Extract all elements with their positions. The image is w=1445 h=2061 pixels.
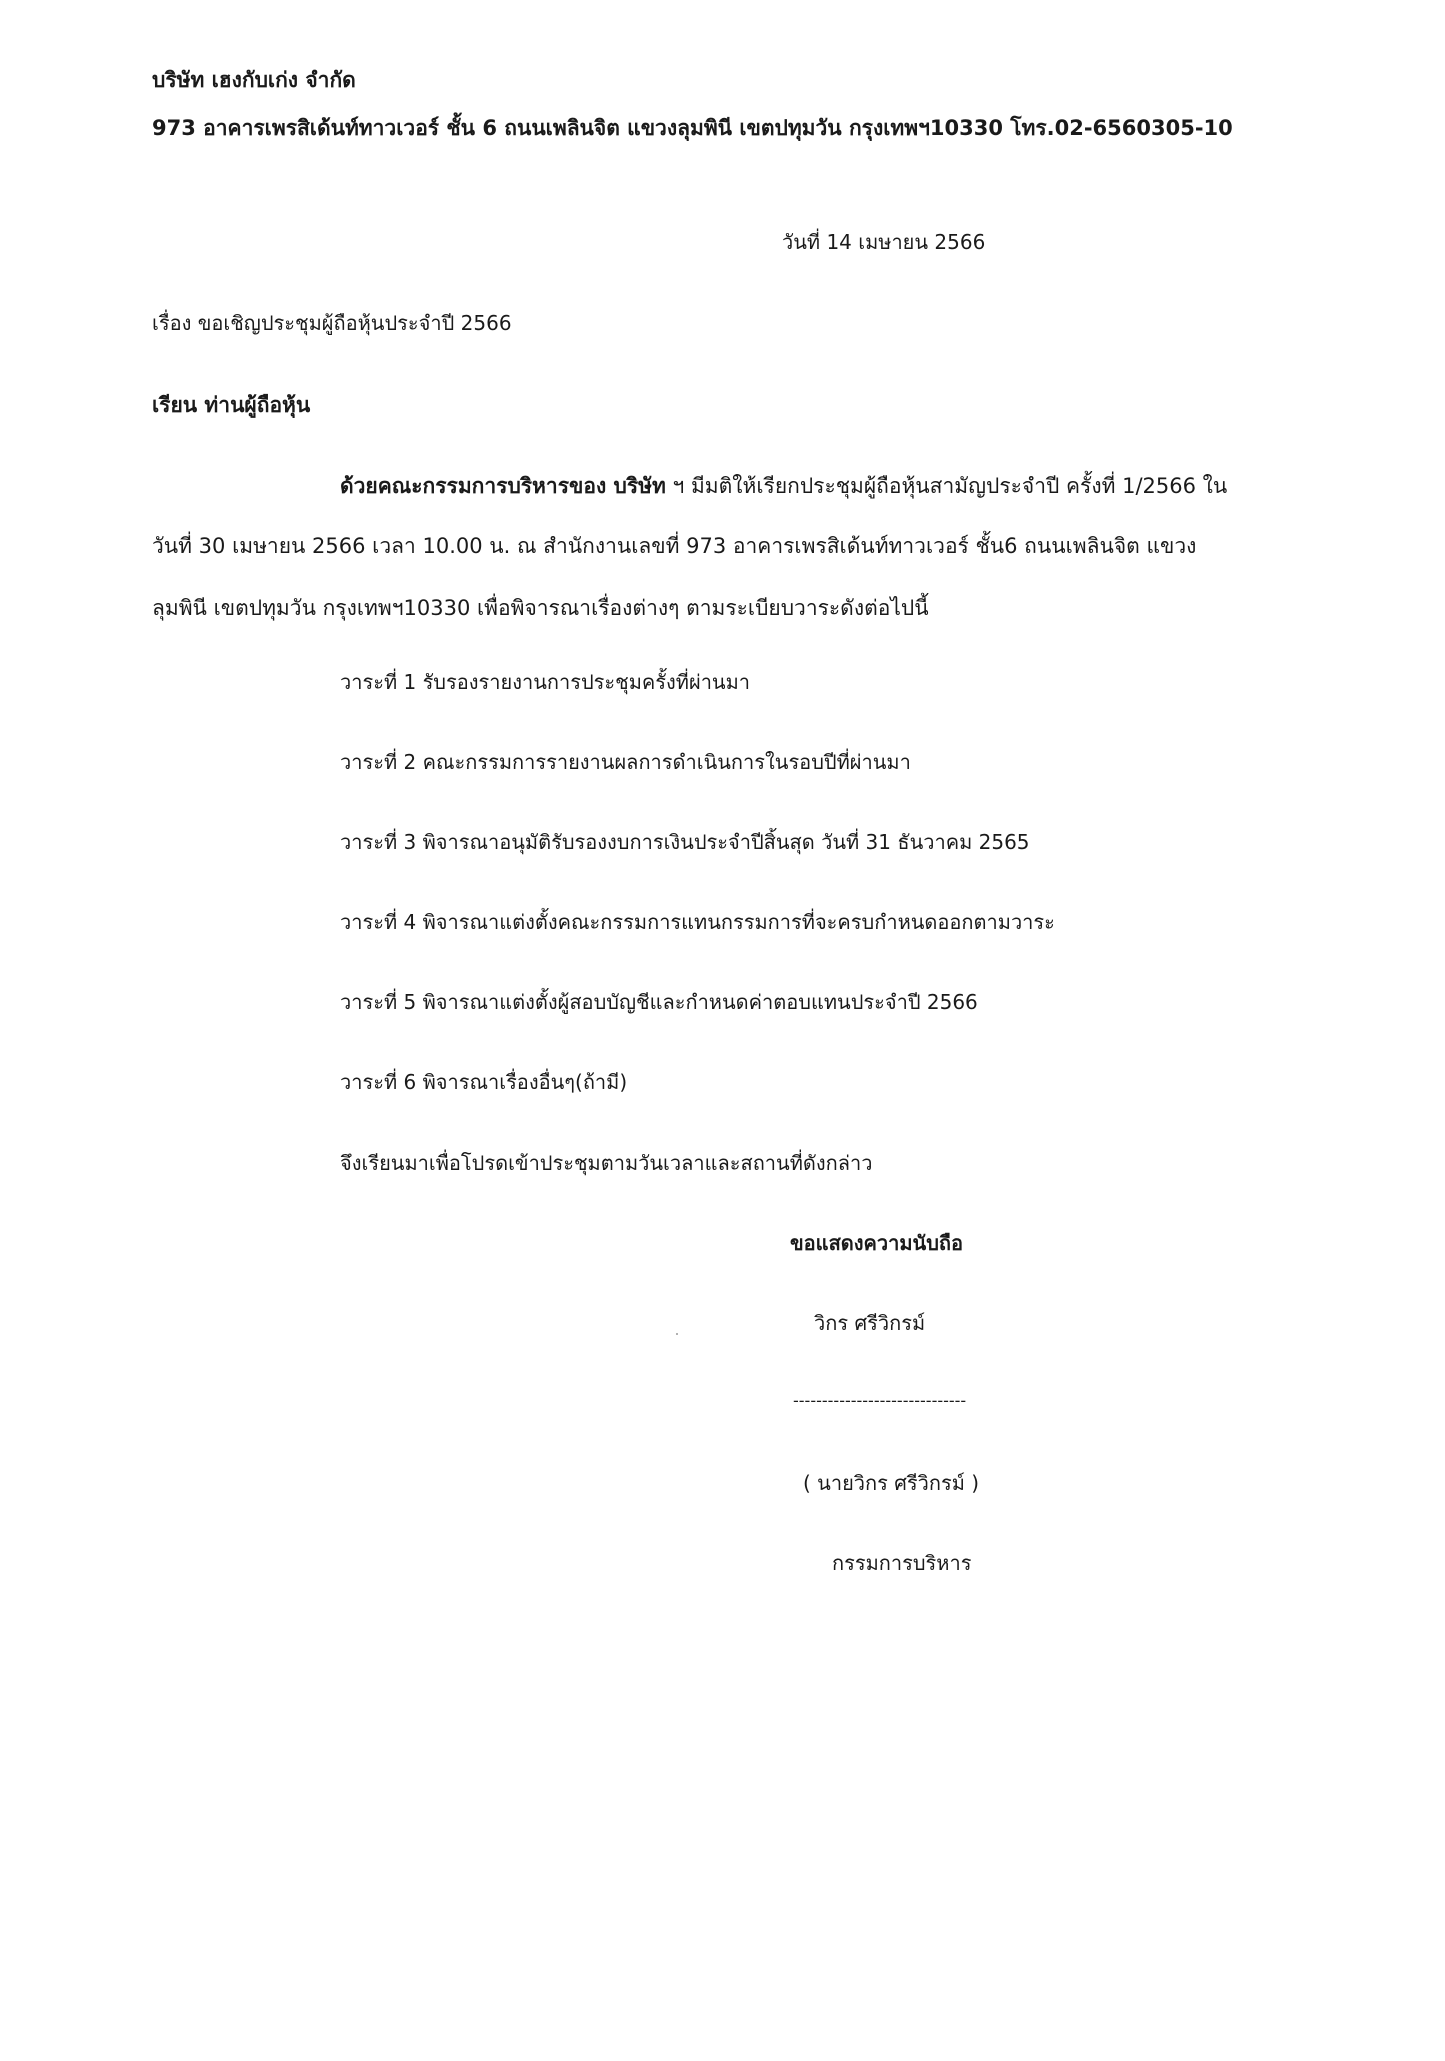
body-line-3: ลุมพินี เขตปทุมวัน กรุงเทพฯ10330 เพื่อพิจารณาเรื่องต่างๆ ตามระเบียบวาระดังต่อไปนี้ <box>152 596 929 620</box>
company-name: บริษัท เฮงกับเก่ง จำกัด <box>152 68 356 92</box>
signature-name: วิกร ศรีวิกรม์ <box>814 1311 926 1335</box>
signature-line: ------------------------------ <box>793 1391 967 1410</box>
letter-subject: เรื่อง ขอเชิญประชุมผู้ถือหุ้นประจำปี 2566 <box>152 311 512 335</box>
letter-date: วันที่ 14 เมษายน 2566 <box>782 230 986 254</box>
letter-salutation: เรียน ท่านผู้ถือหุ้น <box>152 393 311 417</box>
closing-line: จึงเรียนมาเพื่อโปรดเข้าประชุมตามวันเวลาและสถานที่ดังกล่าว <box>340 1151 873 1175</box>
body-line-2: วันที่ 30 เมษายน 2566 เวลา 10.00 น. ณ สำนักงานเลขที่ 973 อาคารเพรสิเด้นท์ทาวเวอร์ ชั้น6 ถนนเพลินจิต แขวง <box>152 534 1197 558</box>
signature-respect: ขอแสดงความนับถือ <box>790 1231 964 1255</box>
agenda-item-1: วาระที่ 1 รับรองรายงานการประชุมครั้งที่ผ่านมา <box>340 670 751 694</box>
signature-position: กรรมการบริหาร <box>832 1551 972 1575</box>
agenda-item-6: วาระที่ 6 พิจารณาเรื่องอื่นๆ(ถ้ามี) <box>340 1070 628 1094</box>
agenda-item-4: วาระที่ 4 พิจารณาแต่งตั้งคณะกรรมการแทนกรรมการที่จะครบกำหนดออกตามวาระ <box>340 910 1055 934</box>
signature-full-name: ( นายวิกร ศรีวิกรม์ ) <box>803 1471 980 1495</box>
agenda-item-3: วาระที่ 3 พิจารณาอนุมัติรับรองงบการเงินประจำปีสิ้นสุด วันที่ 31 ธันวาคม 2565 <box>340 830 1030 854</box>
body-line-1 <box>340 476 1227 497</box>
body-line-1-rest: ฯ มีมติให้เรียกประชุมผู้ถือหุ้นสามัญประจำปี ครั้งที่ 1/2566 ใน <box>665 474 1228 498</box>
company-address: 973 อาคารเพรสิเด้นท์ทาวเวอร์ ชั้น 6 ถนนเพลินจิต แขวงลุมพินี เขตปทุมวัน กรุงเทพฯ10330 โทร.02-6560305-10 <box>152 116 1233 140</box>
agenda-item-2: วาระที่ 2 คณะกรรมการรายงานผลการดำเนินการในรอบปีที่ผ่านมา <box>340 750 911 774</box>
body-line-1-bold: ด้วยคณะกรรมการบริหารของ บริษัท <box>340 474 666 498</box>
agenda-item-5: วาระที่ 5 พิจารณาแต่งตั้งผู้สอบบัญชีและกำหนดค่าตอบแทนประจำปี 2566 <box>340 990 978 1014</box>
scan-speck <box>676 1333 678 1335</box>
